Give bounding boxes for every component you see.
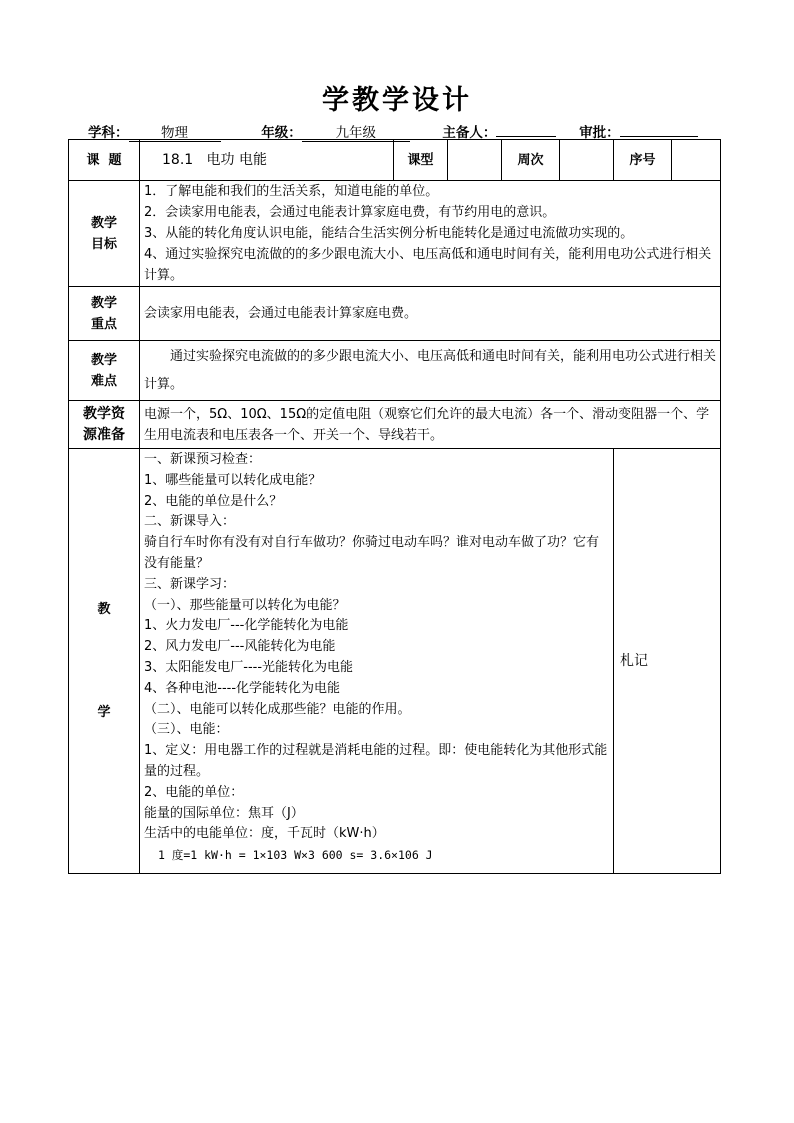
- teaching-line: 2、风力发电厂---风能转化为电能: [144, 639, 336, 655]
- teaching-line: 2、电能的单位：: [144, 784, 244, 800]
- key-points-label-line1: 教学: [90, 295, 117, 311]
- objective-item: 2．会读家用电能表，会通过电能表计算家庭电费，有节约用电的意识。: [144, 205, 556, 220]
- teaching-line: 能量的国际单位：焦耳（J）: [144, 805, 304, 821]
- key-points-label: [69, 287, 140, 341]
- type-label: 课型: [394, 140, 448, 181]
- difficulties-label-line1: 教学: [90, 352, 117, 368]
- teaching-line: 1、定义：用电器工作的过程就是消耗电能的过程。即：使电能转化为其他形式能量的过程。: [144, 743, 608, 779]
- resources-label-line2: 源准备: [83, 426, 125, 443]
- key-points-row: [69, 287, 721, 341]
- objectives-label: [69, 181, 140, 287]
- difficulties-label: [69, 341, 140, 401]
- notes-column: [614, 449, 721, 874]
- resources-label: [69, 401, 140, 449]
- difficulties-content: 通过实验探究电流做的的多少跟电流大小、电压高低和通电时间有关，能利用电功公式进行相关计算。: [140, 341, 721, 401]
- teaching-line: 4、各种电池----化学能转化为电能: [144, 680, 341, 696]
- teaching-label-line2: 学: [97, 705, 111, 720]
- teaching-line: 3、太阳能发电厂----光能转化为电能: [144, 659, 354, 675]
- teaching-content: [140, 449, 614, 874]
- teaching-line: 二、新课导入：: [144, 514, 236, 530]
- seq-label: 序号: [614, 140, 672, 181]
- topic-label: 课 题: [69, 140, 140, 181]
- objectives-label-line1: 教学: [90, 215, 117, 231]
- objective-item: 1．了解电能和我们的生活关系，知道电能的单位。: [144, 184, 439, 199]
- teaching-line: 骑自行车时你有没有对自行车做功？你骑过电动车吗？谁对电动车做了功？它有没有能量？: [144, 535, 600, 571]
- energy-formula: 1 度=1 kW·h = 1×103 W×3 600 s= 3.6×106 J: [158, 848, 433, 863]
- type-value: [448, 140, 502, 181]
- week-label: 周次: [502, 140, 560, 181]
- teaching-line: （二）、电能可以转化成那些能？电能的作用。: [144, 701, 411, 717]
- grade-field: 九年级: [302, 126, 410, 142]
- resources-content: 电源一个，5Ω、10Ω、15Ω的定值电阻（观察它们允许的最大电流）各一个、滑动变阻器一个、学生用电流表和电压表各一个、开关一个、导线若干。: [140, 401, 721, 449]
- preparer-field: [496, 121, 556, 137]
- subject-field: 物理: [129, 126, 221, 142]
- objectives-row: [69, 181, 721, 287]
- subject-label: 学科：: [88, 125, 129, 141]
- objective-item: 3、从能的转化角度认识电能，能结合生活实例分析电能转化是通过电流做功实现的。: [144, 226, 634, 241]
- page-title: 学教学设计: [322, 85, 472, 116]
- teaching-line: 2、电能的单位是什么？: [144, 493, 283, 509]
- grade-label: 年级：: [261, 125, 302, 141]
- topic-value: 18.1 电功 电能: [140, 140, 394, 181]
- teaching-line: 生活中的电能单位：度，千瓦时（kW·h）: [144, 826, 385, 842]
- difficulties-row: [69, 341, 721, 401]
- notes-label: 札记: [620, 652, 648, 669]
- key-points-content: 会读家用电能表，会通过电能表计算家庭电费。: [140, 287, 721, 341]
- seq-value: [672, 140, 721, 181]
- key-points-label-line2: 重点: [90, 316, 117, 332]
- teaching-line: 一、新课预习检查：: [144, 452, 262, 467]
- teaching-line: 三、新课学习：: [144, 576, 236, 592]
- teaching-row: [69, 449, 721, 874]
- week-value: [560, 140, 614, 181]
- resources-label-line1: 教学资: [83, 405, 125, 422]
- approver-field: [620, 121, 698, 137]
- teaching-line: （三）、电能：: [144, 722, 229, 738]
- objectives-label-line2: 目标: [90, 236, 117, 252]
- objective-item: 4、通过实验探究电流做的的多少跟电流大小、电压高低和通电时间有关，能利用电功公式进行相关计算。: [144, 247, 712, 283]
- teaching-line: （一）、那些能量可以转化为电能？: [144, 597, 346, 613]
- teaching-line: 1、火力发电厂---化学能转化为电能: [144, 618, 349, 634]
- teaching-line: 1、哪些能量可以转化成电能？: [144, 472, 322, 488]
- topic-row: [69, 140, 721, 181]
- teaching-label: [69, 449, 140, 874]
- preparer-label: 主备人：: [442, 125, 497, 141]
- difficulties-label-line2: 难点: [90, 373, 117, 389]
- approver-label: 审批：: [579, 125, 620, 141]
- resources-row: [69, 401, 721, 449]
- objectives-content: [140, 181, 721, 287]
- lesson-plan-table: [68, 139, 721, 874]
- teaching-label-line1: 教: [97, 602, 111, 617]
